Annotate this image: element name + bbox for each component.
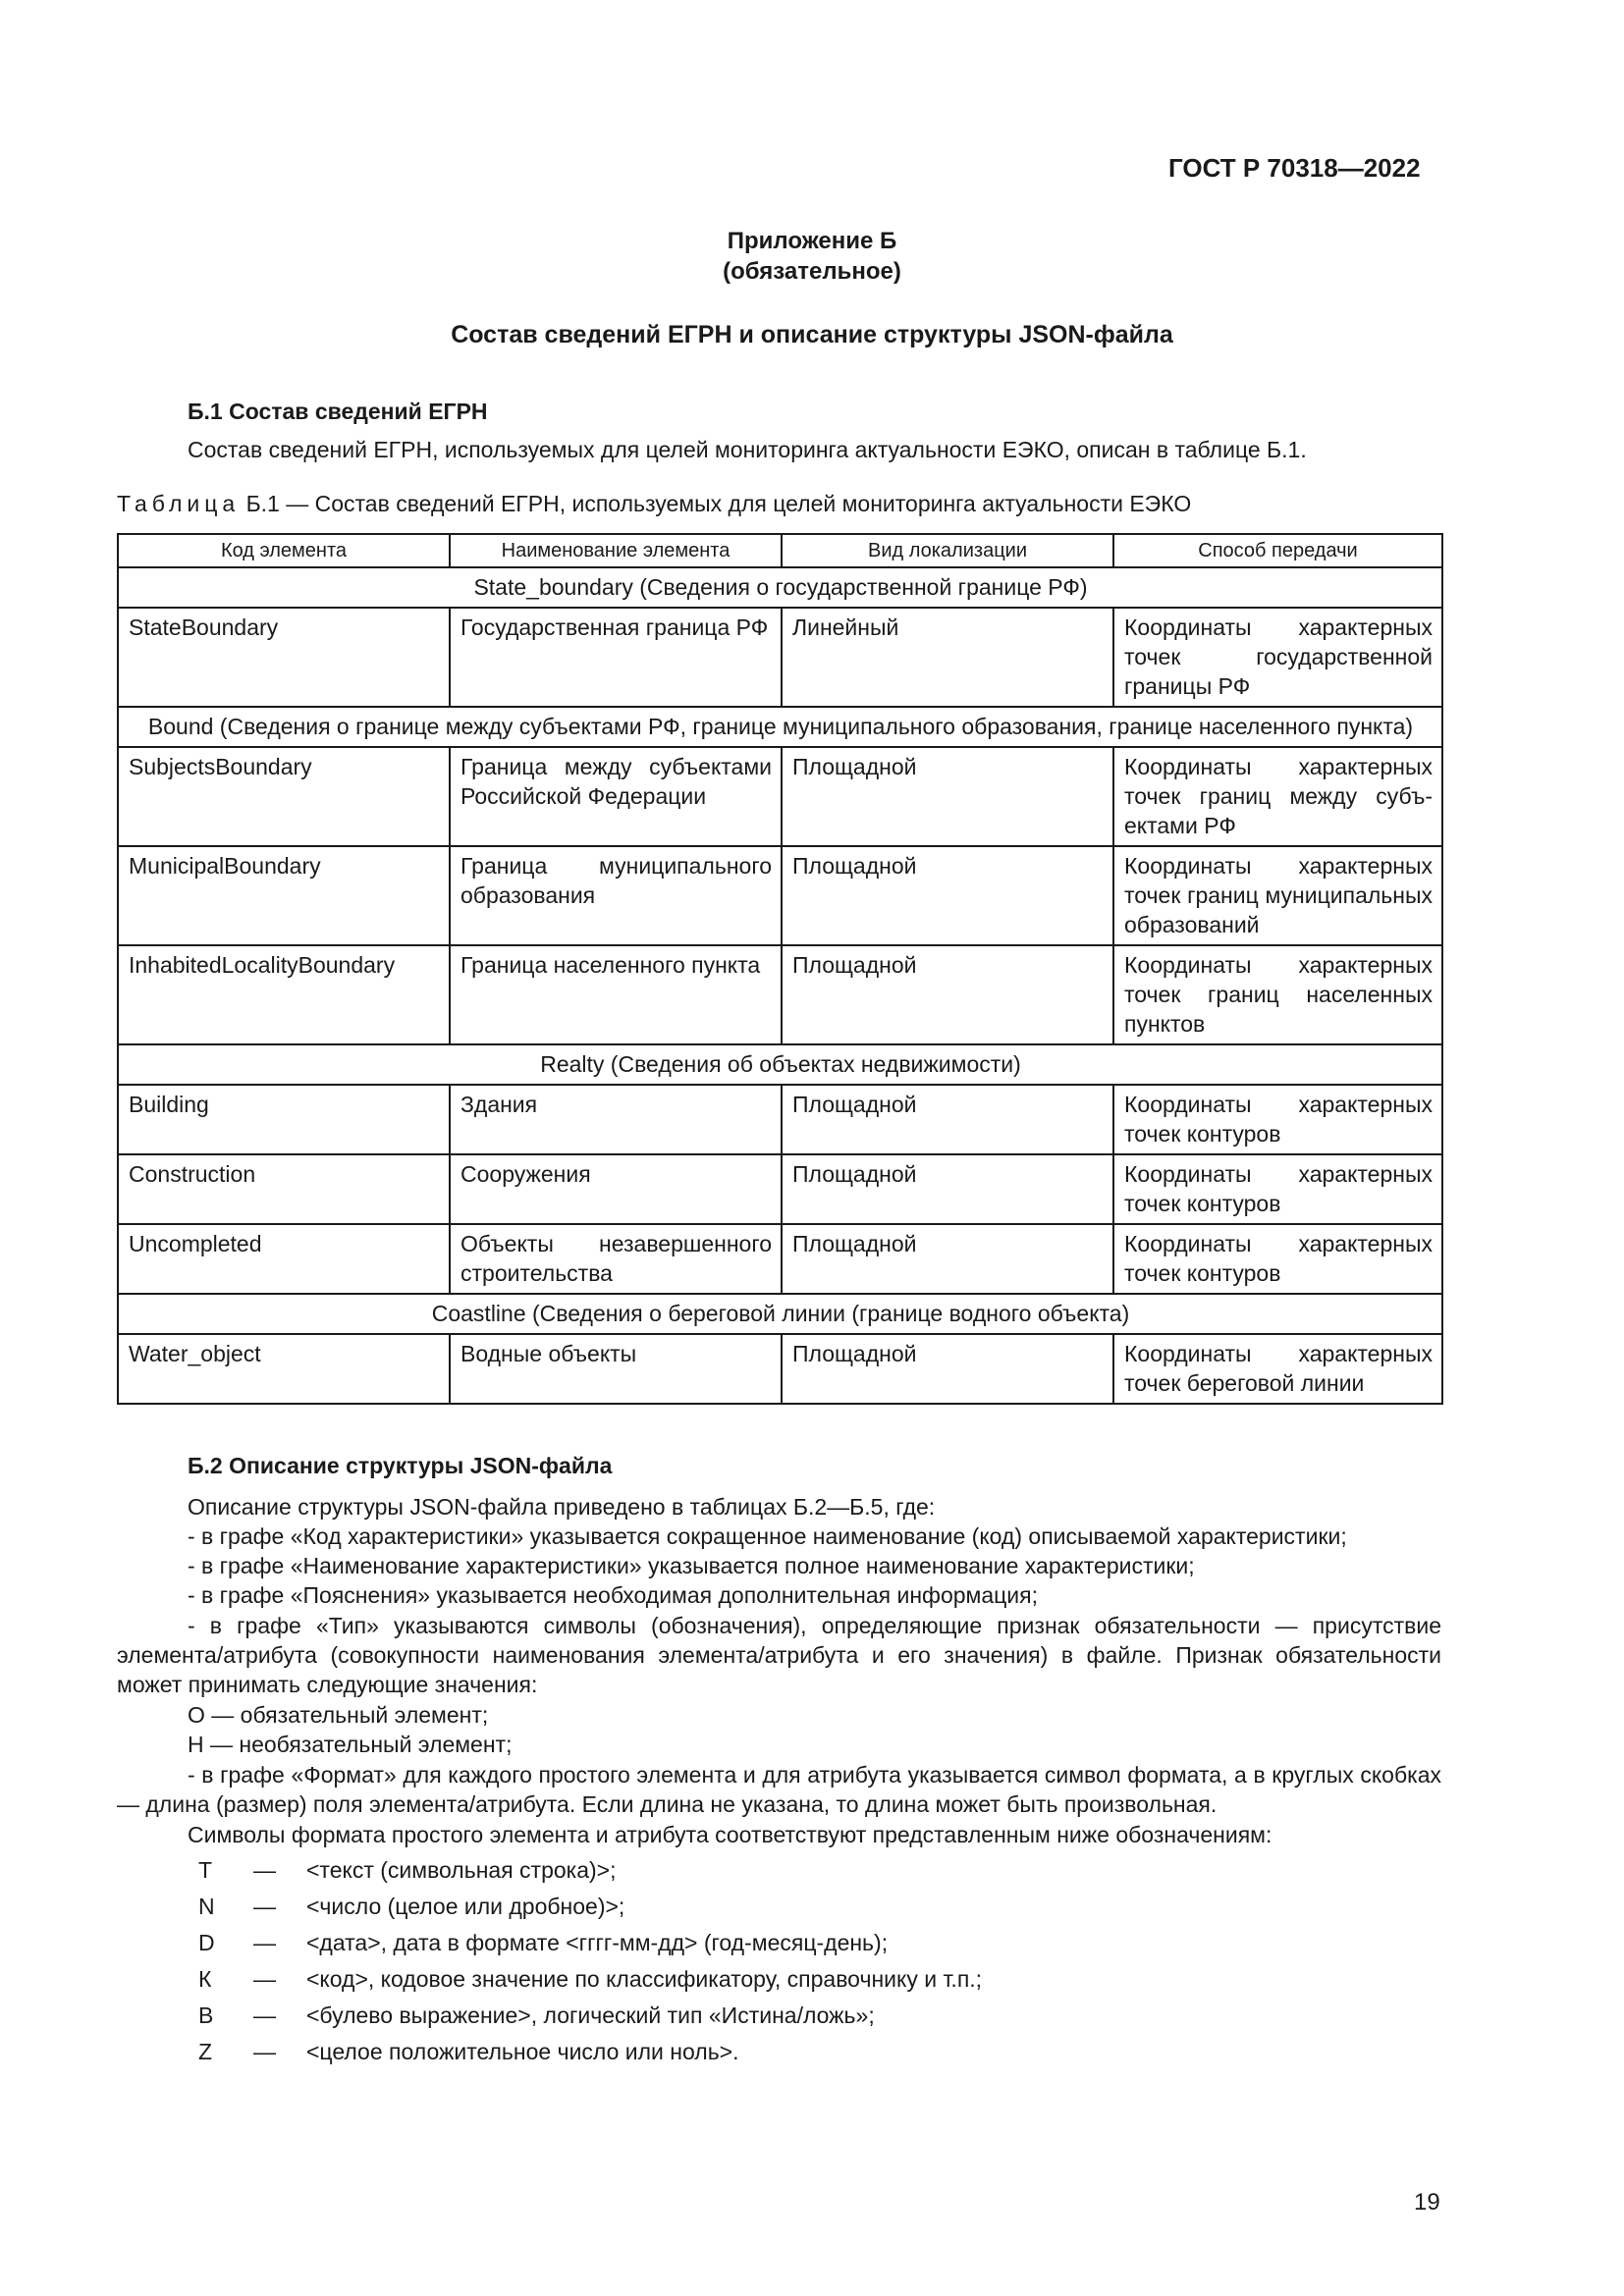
section-1-text: Состав сведений ЕГРН, используемых для целей мониторинга актуальности ЕЭКО, описан в таблице Б.1. [188,437,1307,462]
cell-code: Construction [118,1154,450,1224]
section-2-heading: Б.2 Описание структуры JSON-файла [188,1453,613,1478]
format-symbol: B [198,2002,214,2028]
cell-code: MunicipalBoundary [118,846,450,945]
appendix-title: Приложение Б [727,228,897,254]
document-number: ГОСТ Р 70318—2022 [1168,153,1421,183]
format-description: <код>, кодовое значение по классификатору, справочнику и т.п.; [306,1966,983,1992]
format-description: <дата>, дата в формате <гггг-мм-дд> (год-месяц-день); [306,1930,889,1955]
format-dash: — [253,1930,276,1955]
table-row [118,1154,1442,1224]
section-2-item-format: - в графе «Формат» для каждого простого элемента и для атрибута указывается символ формата, а в круглых скобках — длина (размер) поля элемента/атрибута. Если длина не указана, то длина может быть произвольная. [117,1762,1441,1817]
format-symbol: N [198,1894,215,1919]
table-row [118,1334,1442,1404]
group-title: Realty (Сведения об объектах недвижимости) [118,1044,1442,1085]
cell-localization: Площадной [782,1154,1113,1224]
cell-transfer: Координаты характерных точек контуров [1113,1224,1442,1294]
section-2-item-name: - в графе «Наименование характеристики» указывается полное наименование характеристики; [188,1553,1195,1578]
cell-transfer: Координаты характерных точек границ населенных пунктов [1113,945,1442,1044]
cell-transfer: Координаты характерных точек контуров [1113,1085,1442,1154]
table-row [118,747,1442,846]
cell-name: Объекты незавершенного строительства [450,1224,782,1294]
group-title: Bound (Сведения о границе между субъектами РФ, границе муниципального образования, границе населенного пункта) [118,707,1442,747]
format-description: <текст (символьная строка)>; [306,1857,617,1883]
table-row [118,608,1442,707]
cell-name: Водные объекты [450,1334,782,1404]
cell-name: Граница муниципального образования [450,846,782,945]
format-dash: — [253,1857,276,1883]
section-1-heading: Б.1 Состав сведений ЕГРН [188,399,488,424]
header-cell-transfer: Способ передачи [1113,534,1442,567]
cell-name: Здания [450,1085,782,1154]
table-group-row [118,1294,1442,1334]
cell-name: Сооружения [450,1154,782,1224]
table-caption [117,491,1191,517]
cell-name: Государственная граница РФ [450,608,782,707]
table-row [118,846,1442,945]
format-symbol: К [198,1966,212,1992]
format-dash: — [253,2039,276,2064]
format-symbol: D [198,1930,215,1955]
cell-name: Граница населенного пункта [450,945,782,1044]
table-row [118,945,1442,1044]
cell-transfer: Координаты характерных точек контуров [1113,1154,1442,1224]
cell-code: Water_object [118,1334,450,1404]
format-description: <целое положительное число или ноль>. [306,2039,739,2064]
table-caption-text: Б.1 — Состав сведений ЕГРН, используемых для целей мониторинга актуальности ЕЭКО [240,491,1192,516]
cell-code: SubjectsBoundary [118,747,450,846]
format-symbol: T [198,1857,213,1883]
cell-localization: Площадной [782,1334,1113,1404]
cell-transfer: Координаты характерных точек береговой линии [1113,1334,1442,1404]
cell-code: StateBoundary [118,608,450,707]
cell-localization: Площадной [782,846,1113,945]
table-group-row [118,1044,1442,1085]
section-2-symbols-intro: Символы формата простого элемента и атрибута соответствуют представленным ниже обозначениям: [188,1822,1272,1847]
table-row [118,1085,1442,1154]
section-2-value-n: Н — необязательный элемент; [188,1732,513,1757]
table-group-row [118,707,1442,747]
cell-code: Building [118,1085,450,1154]
cell-localization: Площадной [782,747,1113,846]
format-dash: — [253,2002,276,2028]
table-row [118,1224,1442,1294]
section-2-item-type: - в графе «Тип» указываются символы (обозначения), определяющие признак обязательности — присутствие элемента/атрибута (совокупности наименования элемента/атрибута и его значения) в файле. Признак обязательности может принимать следующие значения: [117,1613,1441,1697]
appendix-status: (обязательное) [723,258,901,285]
header-cell-code: Код элемента [118,534,450,567]
format-symbol: Z [198,2039,213,2064]
table-caption-word: Таблица [117,491,241,516]
cell-code: Uncompleted [118,1224,450,1294]
format-symbols-list [0,1857,1624,2083]
header-cell-localization: Вид локализации [782,534,1113,567]
cell-localization: Площадной [782,1085,1113,1154]
header-cell-name: Наименование элемента [450,534,782,567]
appendix-heading: Состав сведений ЕГРН и описание структуры JSON-файла [451,321,1173,348]
cell-transfer: Координаты характерных точек государственной границы РФ [1113,608,1442,707]
format-dash: — [253,1966,276,1992]
section-2-item-code: - в графе «Код характеристики» указывается сокращенное наименование (код) описываемой характеристики; [188,1523,1347,1549]
format-dash: — [253,1894,276,1919]
group-title: State_boundary (Сведения о государственной границе РФ) [118,567,1442,608]
section-2-value-o: О — обязательный элемент; [188,1702,489,1728]
format-description: <булево выражение>, логический тип «Истина/ложь»; [306,2002,875,2028]
table-group-row [118,567,1442,608]
cell-code: InhabitedLocalityBoundary [118,945,450,1044]
group-title: Coastline (Сведения о береговой линии (границе водного объекта) [118,1294,1442,1334]
cell-name: Граница между субъектами Российской Федерации [450,747,782,846]
cell-transfer: Координаты характерных точек границ муниципальных образований [1113,846,1442,945]
cell-localization: Площадной [782,945,1113,1044]
section-2-item-notes: - в графе «Пояснения» указывается необходимая дополнительная информация; [188,1582,1038,1608]
table-header-row [118,534,1442,567]
cell-localization: Площадной [782,1224,1113,1294]
page-number: 19 [1414,2189,1440,2216]
section-2-intro: Описание структуры JSON-файла приведено в таблицах Б.2—Б.5, где: [188,1494,936,1520]
format-description: <число (целое или дробное)>; [306,1894,625,1919]
cell-transfer: Координаты характерных точек границ между субъектами РФ [1113,747,1442,846]
cell-localization: Линейный [782,608,1113,707]
egrn-table [117,533,1443,1405]
